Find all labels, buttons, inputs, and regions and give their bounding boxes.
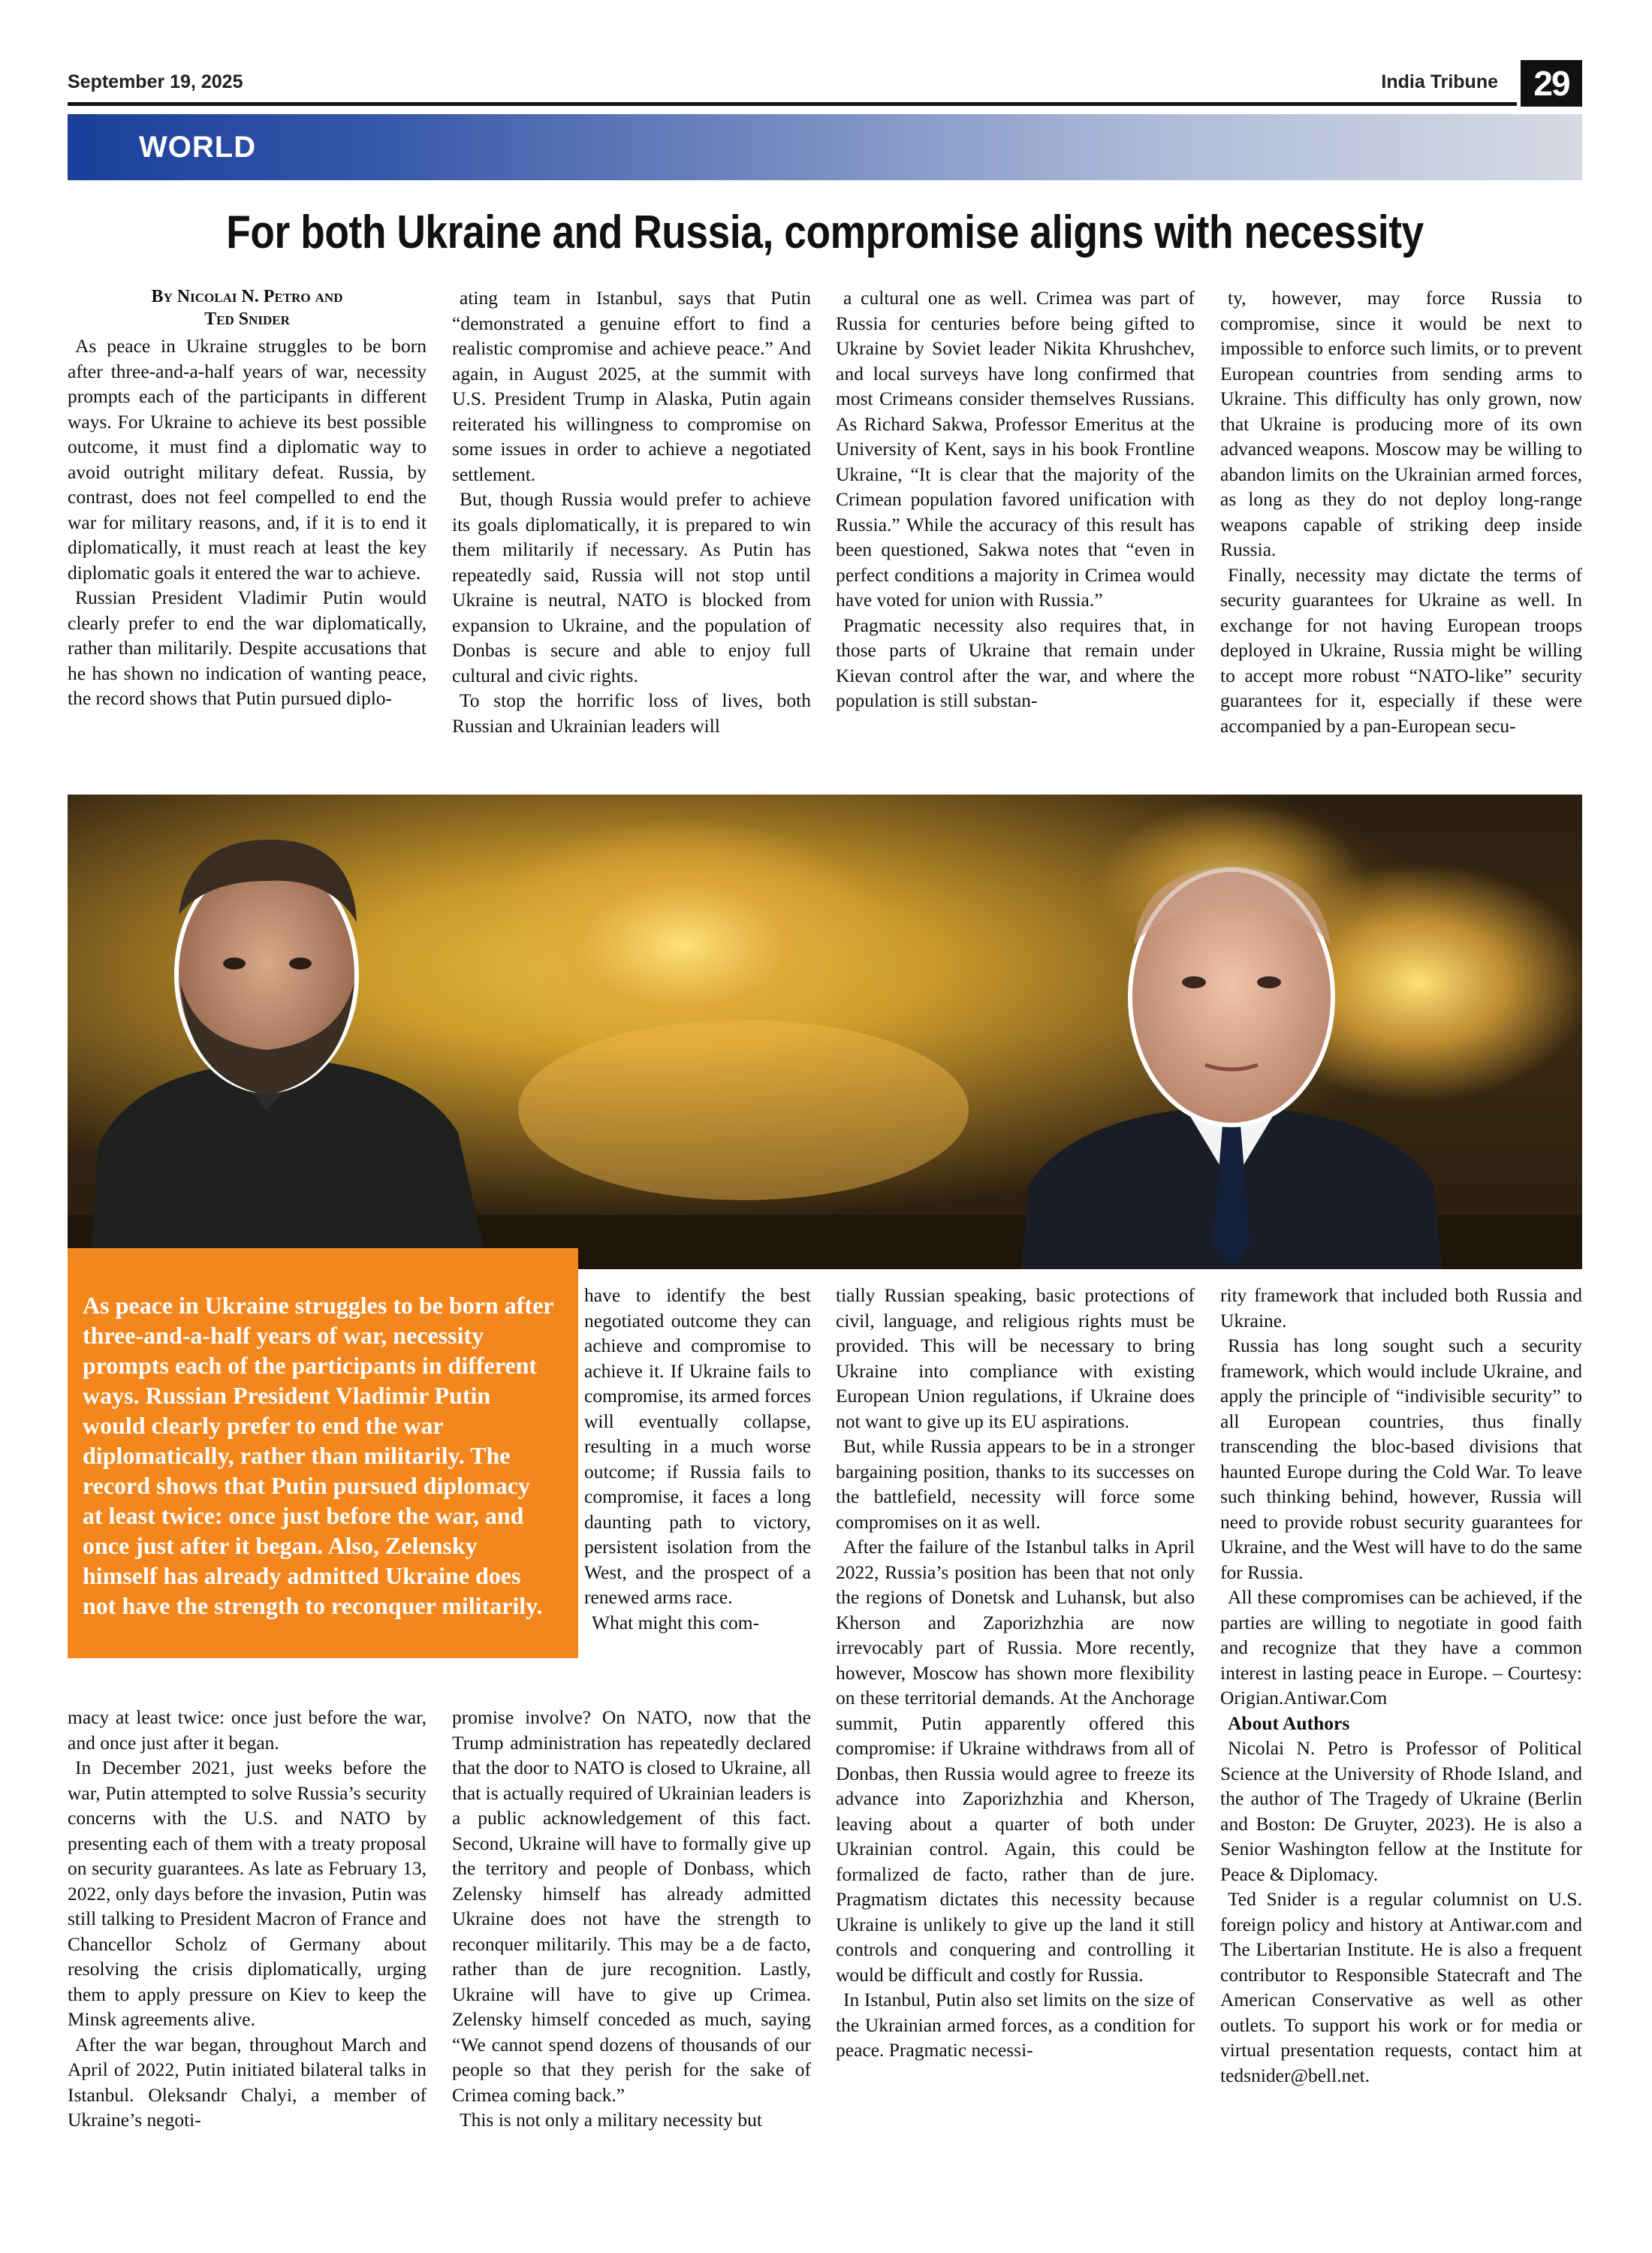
column-2-top-text — [452, 285, 811, 738]
issue-date: September 19, 2025 — [68, 71, 243, 92]
column-4-top — [1220, 285, 1582, 781]
paragraph: Finally, necessity may dictate the terms of security guarantees for Ukraine as well. In exchange for not having European troops deployed in Ukraine, Russia might be willing to accept more robust “NATO-like” security guarantees for it, especially if these were accompanied by a pan-European secu- — [1220, 563, 1582, 737]
column-2-bottom-narrow — [584, 1283, 811, 1700]
column-3-top-text — [836, 285, 1195, 713]
column-3-top — [836, 285, 1195, 781]
paragraph: In December 2021, just weeks before the war, Putin attempted to solve Russia’s security concerns with the U.S. and NATO by presenting each of them with a treaty proposal on security guarantees. As late as February 13, 2022, only days before the invasion, Putin was still talking to President Macron of France and Chancellor Scholz of Germany about resolving the crisis diplomatically, urging them to apply pressure on Kiev to keep the Minsk agreements alive. — [68, 1757, 427, 2030]
leaders-photo-illustration — [68, 795, 1582, 1269]
column-2-bottom-narrow-text — [584, 1283, 811, 1635]
column-2-top — [452, 285, 811, 781]
paragraph: Pragmatic necessity also requires that, in those parts of Ukraine that remain under Kievan control after the war, and where the population is still substan- — [836, 614, 1195, 711]
paragraph: But, while Russia appears to be in a stronger bargaining position, thanks to its successes on the battlefield, necessity will force some compromises on it as well. — [836, 1435, 1195, 1533]
newspaper-name: India Tribune — [1381, 71, 1498, 92]
byline — [68, 285, 427, 330]
column-1-bottom — [68, 1705, 427, 2223]
article-photo — [68, 795, 1582, 1269]
section-banner — [68, 114, 1582, 180]
paragraph: macy at least twice: once just before the war, and once just after it began. — [68, 1706, 427, 1754]
paragraph: As peace in Ukraine struggles to be born after three-and-a-half years of war, necessity prompts each of the participants in different ways. For Ukraine to achieve its best possible outcome, it must find a diplomatic way to avoid outright military defeat. Russia, by contrast, does not feel compelled to end the war for military reasons, and, if it is to end it diplomatically, it must reach at least the key diplomatic goals it entered the war to achieve. — [68, 335, 427, 584]
column-2-bottom — [452, 1705, 811, 2223]
paragraph: ating team in Istanbul, says that Putin “demonstrated a genuine effort to find a realistic compromise and achieve peace.” And again, in August 2025, at the summit with U.S. President Trump in Alaska, Putin again reiterated his willingness to compromise on some issues in order to achieve a negotiated settlement. — [452, 287, 811, 485]
column-4-bottom-text — [1220, 1283, 1582, 1711]
column-1-top-text — [68, 333, 427, 711]
paragraph: But, though Russia would prefer to achieve its goals diplomatically, it is prepared to win them militarily if necessary. As Putin has repeatedly said, Russia will not stop until Ukraine is neutral, NATO is blocked from expansion to Ukraine, and the population of Donbas is secure and able to enjoy full cultural and civic rights. — [452, 488, 811, 686]
column-4-top-text — [1220, 285, 1582, 738]
column-3-bottom — [836, 1283, 1195, 2223]
section-label: WORLD — [139, 131, 257, 164]
page-number: 29 — [1521, 60, 1582, 107]
header-rule — [68, 102, 1517, 106]
paragraph: tially Russian speaking, basic protections of civil, language, and religious rights must be provided. This will be necessary to bring Ukraine into compliance with existing European Union regulations, if Ukraine does not want to give up its EU aspirations. — [836, 1284, 1195, 1432]
column-4-bottom — [1220, 1283, 1582, 2223]
headline: For both Ukraine and Russia, compromise aligns with necessity — [226, 207, 1424, 258]
byline-line-2: Ted Snider — [204, 309, 290, 329]
paragraph: To stop the horrific loss of lives, both Russian and Ukrainian leaders will — [452, 689, 811, 737]
column-1-bottom-text — [68, 1705, 427, 2133]
about-authors-heading: About Authors — [1228, 1712, 1350, 1734]
paragraph: promise involve? On NATO, now that the Trump administration has repeatedly declared that the door to NATO is closed to Ukraine, all that is actually required of Ukrainian leaders is a public acknowledgement of this fact. Second, Ukraine will have to formally give up the territory and people of Donbass, which Zelensky himself has already admitted Ukraine does not have the strength to reconquer militarily. This may be a de facto, rather than de jure recognition. Lastly, Ukraine will have to give up Crimea. Zelensky himself conceded as much, saying “We cannot spend dozens of thousands of our people so that they perish for the sake of Crimea coming back.” — [452, 1706, 811, 2106]
paragraph: After the failure of the Istanbul talks in April 2022, Russia’s position has been that not only the regions of Donetsk and Luhansk, but also Kherson and Zaporizhzhia are now irrevocably part of Russia. More recently, however, Moscow has shown more flexibility on these territorial demands. At the Anchorage summit, Putin apparently offered this compromise: if Ukraine withdraws from all of Donbas, then Russia would agree to freeze its advance into Zaporizhzhia and Kherson, leaving about a quarter of both under Ukrainian control. Again, this could be formalized de facto, rather than de jure. Pragmatism dictates this necessity because Ukraine is unlikely to give up the land it still controls and conquering and controlling it would be difficult and costly for Russia. — [836, 1536, 1195, 1986]
about-authors-text — [1220, 1736, 1582, 2088]
column-3-bottom-text — [836, 1283, 1195, 2063]
byline-line-1: By Nicolai N. Petro and — [151, 287, 343, 306]
paragraph: Ted Snider is a regular columnist on U.S. foreign policy and history at Antiwar.com and The Libertarian Institute. He is also a frequent contributor to Responsible Statecraft and The American Conservative as well as other outlets. To support his work or for media or virtual presentation requests, contact him at tedsnider@bell.net. — [1220, 1888, 1582, 2086]
paragraph: What might this com- — [592, 1611, 760, 1633]
paragraph: This is not only a military necessity but — [460, 2109, 762, 2131]
paragraph: Russian President Vladimir Putin would clearly prefer to end the war diplomatically, rather than militarily. Despite accusations that he has shown no indication of wanting peace, the record shows that Putin pursued diplo- — [68, 587, 427, 709]
pull-quote-text: As peace in Ukraine struggles to be born after three-and-a-half years of war, necessity prompts each of the participants in different ways. Russian President Vladimir Putin would clearly prefer to end the war diplomatically, rather than militarily. The record shows that Putin pursued diplomacy at least twice: once just before the war, and once just after it began. Also, Zelensky himself has already admitted Ukraine does not have the strength to reconquer militarily. — [83, 1292, 553, 1619]
paragraph: In Istanbul, Putin also set limits on the size of the Ukrainian armed forces, as a condition for peace. Pragmatic necessi- — [836, 1989, 1195, 2061]
column-2-bottom-text — [452, 1705, 811, 2133]
paragraph: All these compromises can be achieved, if the parties are willing to negotiate in good faith and recognize that they have a common interest in lasting peace in Europe. – Courtesy: Origian.Antiwar.Com — [1220, 1586, 1582, 1709]
paragraph: a cultural one as well. Crimea was part of Russia for centuries before being gifted to Ukraine by Soviet leader Nikita Khrushchev, and local surveys have long confirmed that most Crimeans consider themselves Russians. As Richard Sakwa, Professor Emeritus at the University of Kent, says in his book Frontline Ukraine, “It is clear that the majority of the Crimean population favored unification with Russia.” While the accuracy of this result has been questioned, Sakwa notes that “even in perfect conditions a majority in Crimea would have voted for union with Russia.” — [836, 287, 1195, 611]
paragraph: rity framework that included both Russia and Ukraine. — [1220, 1284, 1582, 1332]
column-1-top — [68, 285, 427, 781]
paragraph: ty, however, may force Russia to compromise, since it would be next to impossible to enforce such limits, or to prevent European countries from sending arms to Ukraine. This difficulty has only grown, now that Ukraine is producing more of its own advanced weapons. Moscow may be willing to abandon limits on the Ukrainian armed forces, as long as they do not deploy long-range weapons capable of striking deep inside Russia. — [1220, 287, 1582, 560]
paragraph: Nicolai N. Petro is Professor of Political Science at the University of Rhode Island, and the author of The Tragedy of Ukraine (Berlin and Boston: De Gruyter, 2023). He is also a Senior Washington fellow at the Institute for Peace & Diplomacy. — [1220, 1737, 1582, 1885]
paragraph: have to identify the best negotiated outcome they can achieve and compromise to achieve it. If Ukraine fails to compromise, its armed forces will eventually collapse, resulting in a much worse outcome; if Russia fails to compromise, it faces a long daunting path to victory, persistent isolation from the West, and the prospect of a renewed arms race. — [584, 1284, 811, 1608]
paragraph: After the war began, throughout March and April of 2022, Putin initiated bilateral talks in Istanbul. Oleksandr Chalyi, a member of Ukraine’s negoti- — [68, 2033, 427, 2131]
paragraph: Russia has long sought such a security framework, which would include Ukraine, and apply the principle of “indivisible security” to all European countries, thus finally transcending the bloc-based divisions that haunted Europe during the Cold War. To leave such thinking behind, however, Russia will need to provide robust security guarantees for Ukraine, and the West will have to do the same for Russia. — [1220, 1335, 1582, 1583]
